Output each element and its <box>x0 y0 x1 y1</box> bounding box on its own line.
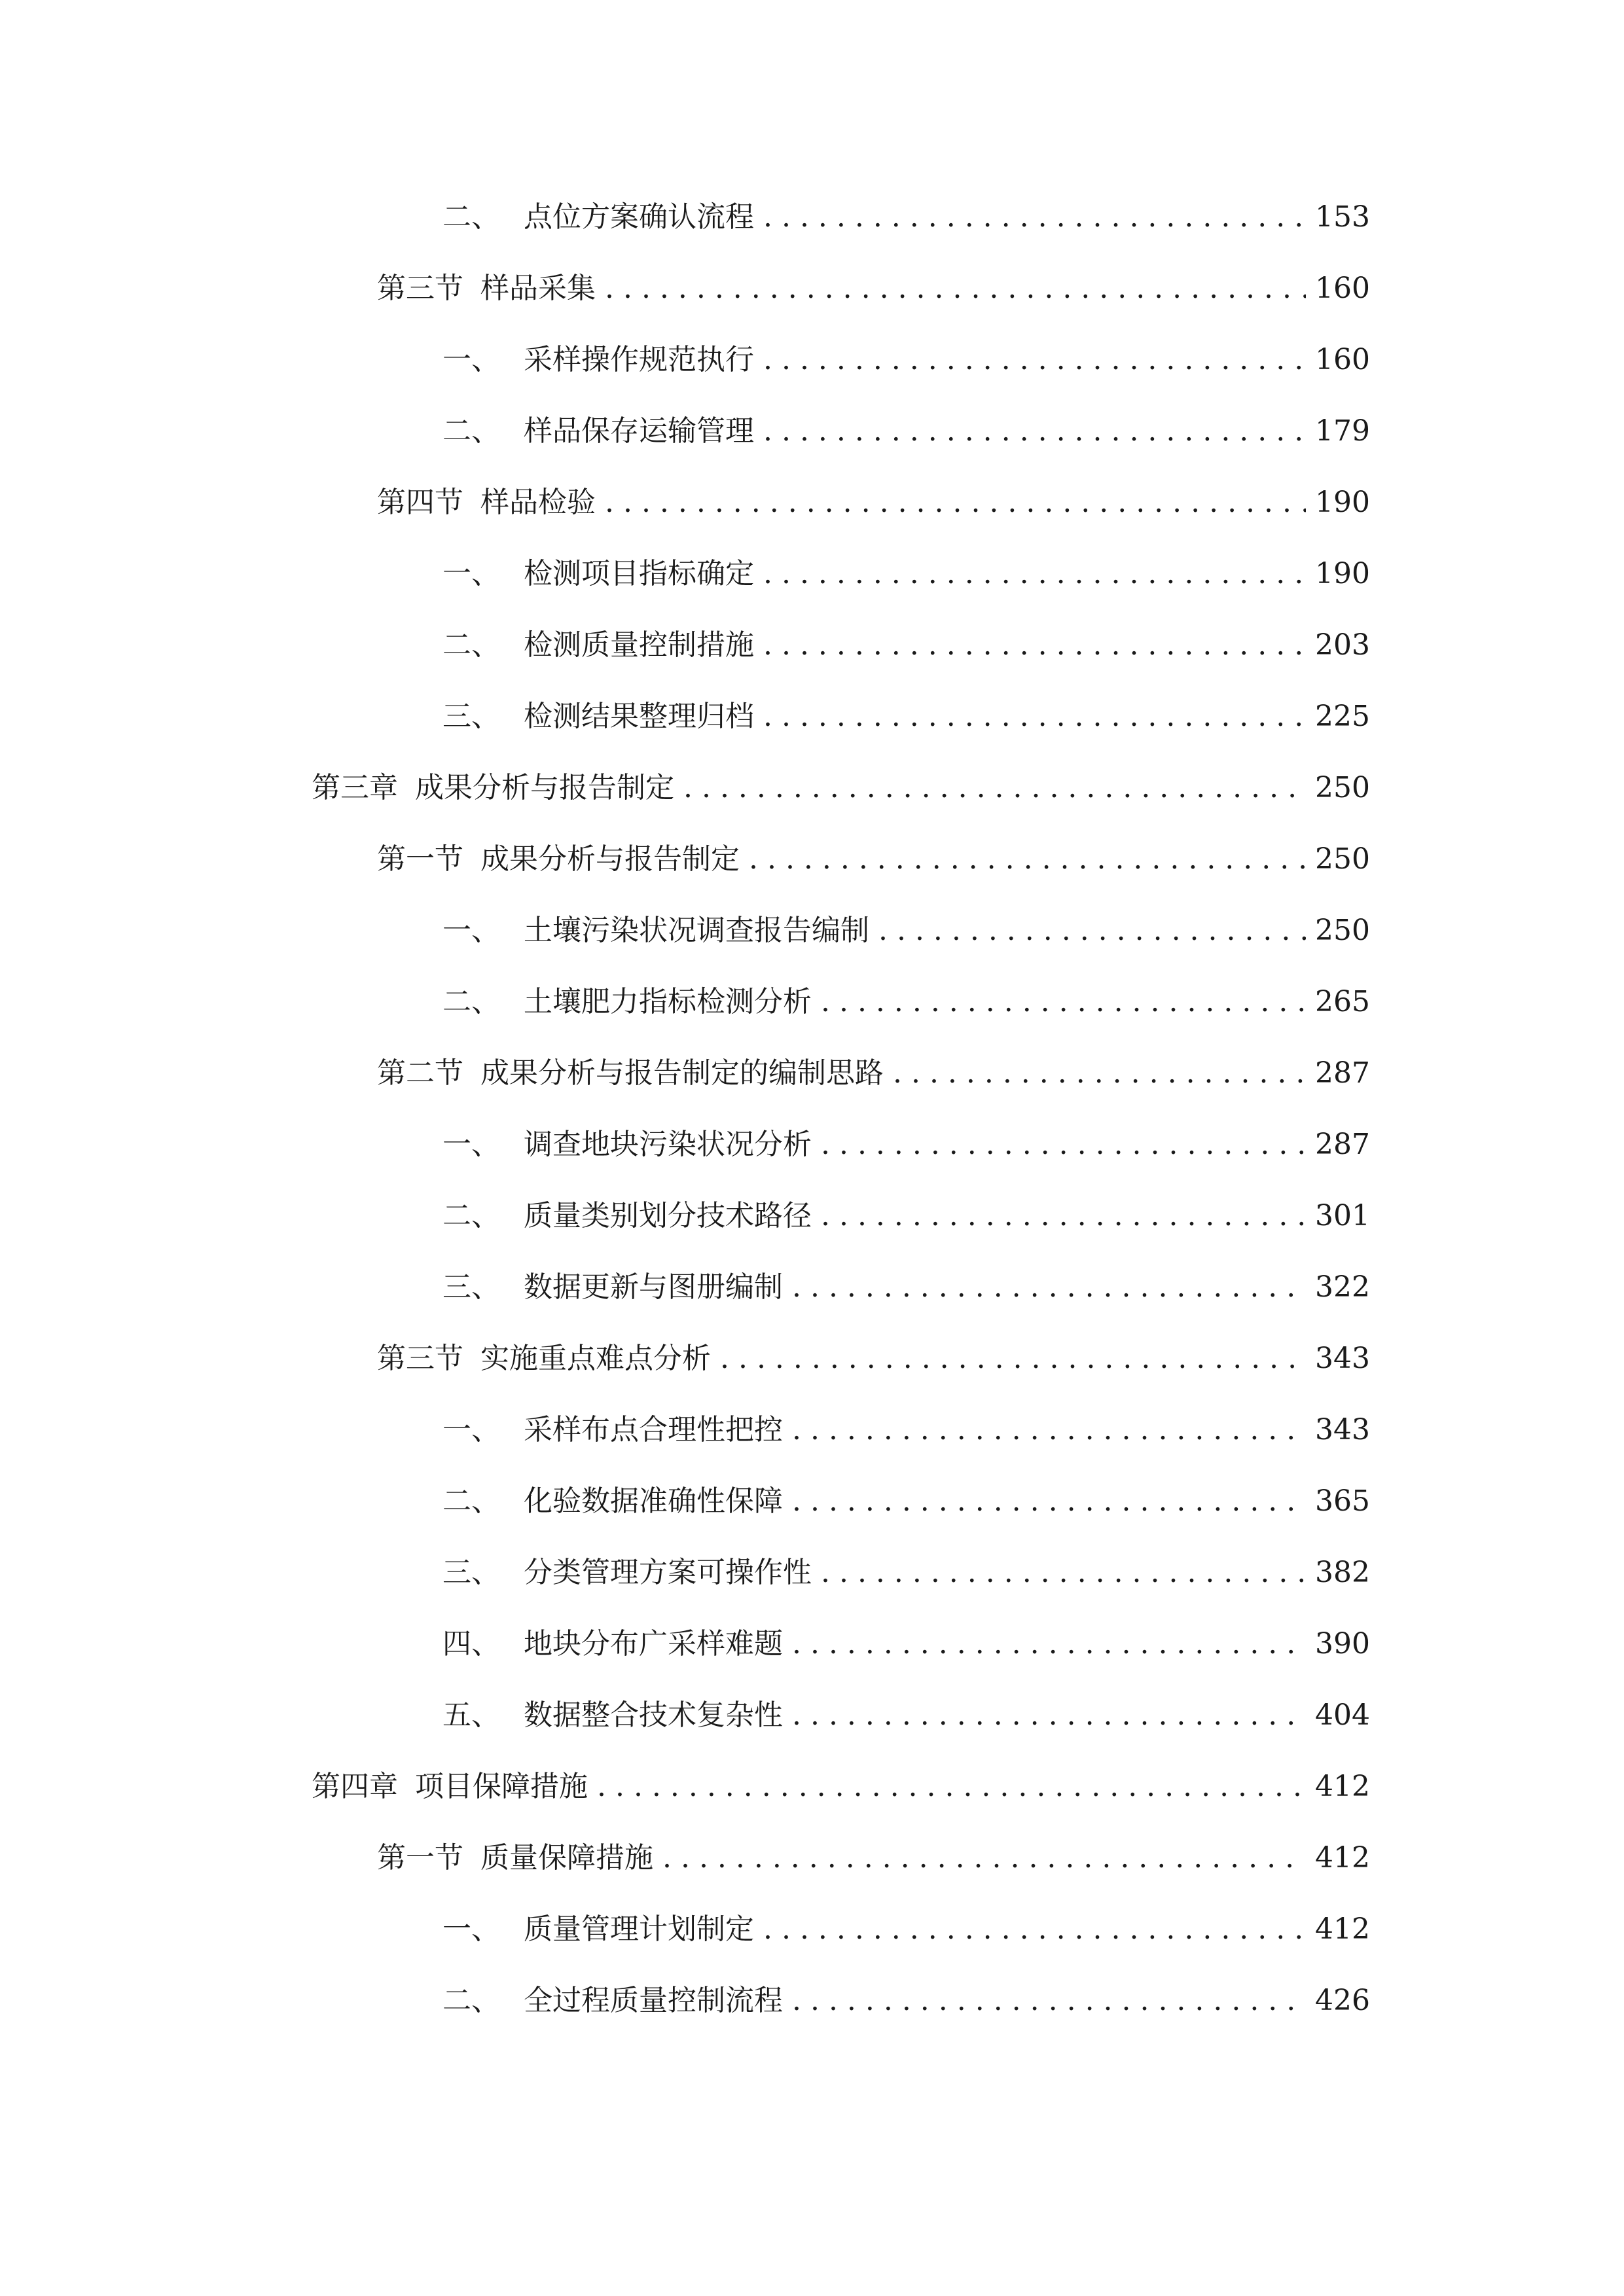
toc-entry-page: 412 <box>1315 1912 1370 1946</box>
toc-entry-title: 检测项目指标确定 <box>524 557 754 590</box>
dot-leader <box>763 622 1306 668</box>
toc-entry-title: 数据更新与图册编制 <box>524 1270 783 1304</box>
toc-entry-number: 第二节 <box>377 1056 463 1090</box>
toc-entry-number: 第三节 <box>377 1342 463 1375</box>
toc-entry[interactable] <box>377 1050 1370 1096</box>
toc-entry-number: 二、 <box>442 1484 500 1518</box>
toc-entry-page: 412 <box>1315 1841 1370 1874</box>
toc-entry-page: 160 <box>1315 343 1370 376</box>
toc-entry-page: 265 <box>1315 985 1370 1018</box>
dot-leader <box>763 694 1306 740</box>
toc-entry-number: 一、 <box>442 1912 500 1946</box>
toc-entry[interactable] <box>377 480 1370 526</box>
toc-entry-number: 一、 <box>442 1413 500 1446</box>
toc-entry-title: 地块分布广采样难题 <box>524 1627 783 1660</box>
dot-leader <box>792 1265 1306 1310</box>
toc-entry-number: 二、 <box>442 200 500 234</box>
toc-entry[interactable] <box>377 836 1370 882</box>
toc-entry-page: 250 <box>1315 771 1370 804</box>
toc-entry-page: 343 <box>1315 1342 1370 1375</box>
toc-entry-page: 404 <box>1315 1698 1370 1732</box>
toc-entry-title: 样品保存运输管理 <box>524 414 754 448</box>
toc-entry-number: 第四节 <box>377 486 463 519</box>
toc-entry-title: 检测质量控制措施 <box>524 628 754 662</box>
toc-entry-title: 调查地块污染状况分析 <box>524 1128 812 1161</box>
toc-entry-title: 成果分析与报告制定 <box>480 842 740 876</box>
toc-entry[interactable] <box>442 1693 1370 1738</box>
toc-entry[interactable] <box>377 1336 1370 1382</box>
toc-entry-page: 287 <box>1315 1056 1370 1090</box>
toc-entry-number: 二、 <box>442 628 500 662</box>
toc-entry-title: 化验数据准确性保障 <box>524 1484 783 1518</box>
toc-entry-number: 二、 <box>442 985 500 1018</box>
toc-entry-page: 225 <box>1315 700 1370 733</box>
dot-leader <box>792 1621 1306 1667</box>
toc-entry-title: 成果分析与报告制定的编制思路 <box>480 1056 884 1090</box>
toc-entry-title: 点位方案确认流程 <box>524 200 754 234</box>
dot-leader <box>878 908 1306 954</box>
toc-entry-title: 质量类别划分技术路径 <box>524 1199 812 1232</box>
toc-entry-title: 采样布点合理性把控 <box>524 1413 783 1446</box>
toc-entry[interactable] <box>442 1907 1370 1952</box>
toc-entry-page: 179 <box>1315 414 1370 448</box>
toc-entry-page: 190 <box>1315 486 1370 519</box>
toc-entry-number: 一、 <box>442 1128 500 1161</box>
toc-entry[interactable] <box>442 194 1370 240</box>
toc-entry-page: 343 <box>1315 1413 1370 1446</box>
toc-entry-page: 250 <box>1315 914 1370 947</box>
toc-entry-title: 分类管理方案可操作性 <box>524 1556 812 1589</box>
toc-entry[interactable] <box>312 1764 1370 1810</box>
dot-leader <box>763 194 1306 240</box>
dot-leader <box>821 1193 1306 1239</box>
dot-leader <box>763 551 1306 597</box>
toc-entry-page: 322 <box>1315 1270 1370 1304</box>
toc-entry-number: 三、 <box>442 1556 500 1589</box>
toc-entry-title: 土壤肥力指标检测分析 <box>524 985 812 1018</box>
toc-entry[interactable] <box>442 908 1370 954</box>
toc-entry-title: 土壤污染状况调查报告编制 <box>524 914 869 947</box>
toc-entry-title: 成果分析与报告制定 <box>415 771 674 804</box>
toc-entry-number: 三、 <box>442 700 500 733</box>
toc-entry-page: 426 <box>1315 1984 1370 2017</box>
dot-leader <box>792 1407 1306 1453</box>
toc-entry[interactable] <box>377 1835 1370 1881</box>
dot-leader <box>792 1479 1306 1524</box>
dot-leader <box>893 1050 1306 1096</box>
toc-entry[interactable] <box>377 266 1370 312</box>
dot-leader <box>605 480 1306 526</box>
toc-entry-title: 质量管理计划制定 <box>524 1912 754 1946</box>
dot-leader <box>792 1693 1306 1738</box>
toc-entry-number: 第三章 <box>312 771 398 804</box>
toc-entry-number: 五、 <box>442 1698 500 1732</box>
toc-entry[interactable] <box>442 1122 1370 1168</box>
toc-entry-page: 153 <box>1315 200 1370 234</box>
dot-leader <box>763 1907 1306 1952</box>
toc-entry-number: 一、 <box>442 557 500 590</box>
toc-entry[interactable] <box>442 408 1370 454</box>
dot-leader <box>821 1122 1306 1168</box>
toc-entry-title: 样品检验 <box>480 486 596 519</box>
toc-entry-number: 第一节 <box>377 842 463 876</box>
toc-entry[interactable] <box>442 694 1370 740</box>
toc-entry-page: 412 <box>1315 1770 1370 1803</box>
toc-entry-number: 三、 <box>442 1270 500 1304</box>
toc-entry[interactable] <box>442 979 1370 1025</box>
toc-entry-page: 287 <box>1315 1128 1370 1161</box>
toc-entry-page: 301 <box>1315 1199 1370 1232</box>
toc-entry-title: 实施重点难点分析 <box>480 1342 711 1375</box>
toc-entry-number: 第一节 <box>377 1841 463 1874</box>
dot-leader <box>720 1336 1306 1382</box>
dot-leader <box>597 1764 1306 1810</box>
toc-entry-number: 二、 <box>442 1984 500 2017</box>
toc-entry[interactable] <box>442 1193 1370 1239</box>
toc-entry[interactable] <box>442 1550 1370 1596</box>
toc-entry[interactable] <box>442 1978 1370 2024</box>
toc-entry-number: 一、 <box>442 343 500 376</box>
toc-entry-page: 365 <box>1315 1484 1370 1518</box>
toc-entry-title: 项目保障措施 <box>415 1770 588 1803</box>
toc-entry-page: 382 <box>1315 1556 1370 1589</box>
toc-entry-title: 样品采集 <box>480 272 596 305</box>
dot-leader <box>605 266 1306 312</box>
toc-entry-number: 一、 <box>442 914 500 947</box>
toc-entry-number: 二、 <box>442 414 500 448</box>
dot-leader <box>662 1835 1306 1881</box>
toc-entry-page: 203 <box>1315 628 1370 662</box>
dot-leader <box>763 337 1306 383</box>
dot-leader <box>821 1550 1306 1596</box>
toc-entry-title: 全过程质量控制流程 <box>524 1984 783 2017</box>
dot-leader <box>763 408 1306 454</box>
dot-leader <box>821 979 1306 1025</box>
toc-entry[interactable] <box>312 765 1370 811</box>
toc-entry[interactable] <box>442 551 1370 597</box>
toc-entry-number: 第四章 <box>312 1770 398 1803</box>
toc-entry[interactable] <box>442 1407 1370 1453</box>
toc-entry-page: 190 <box>1315 557 1370 590</box>
dot-leader <box>792 1978 1306 2024</box>
toc-entry-title: 数据整合技术复杂性 <box>524 1698 783 1732</box>
toc-entry-number: 二、 <box>442 1199 500 1232</box>
toc-entry-page: 160 <box>1315 272 1370 305</box>
toc-entry[interactable] <box>442 337 1370 383</box>
toc-entry-page: 250 <box>1315 842 1370 876</box>
toc-entry-title: 质量保障措施 <box>480 1841 653 1874</box>
toc-entry[interactable] <box>442 1479 1370 1524</box>
toc-entry-title: 采样操作规范执行 <box>524 343 754 376</box>
toc-entry-number: 四、 <box>442 1627 500 1660</box>
toc-entry[interactable] <box>442 1265 1370 1310</box>
toc-entry[interactable] <box>442 1621 1370 1667</box>
toc-entry-title: 检测结果整理归档 <box>524 700 754 733</box>
toc-entry-number: 第三节 <box>377 272 463 305</box>
dot-leader <box>683 765 1306 811</box>
dot-leader <box>749 836 1306 882</box>
toc-entry[interactable] <box>442 622 1370 668</box>
toc-entry-page: 390 <box>1315 1627 1370 1660</box>
